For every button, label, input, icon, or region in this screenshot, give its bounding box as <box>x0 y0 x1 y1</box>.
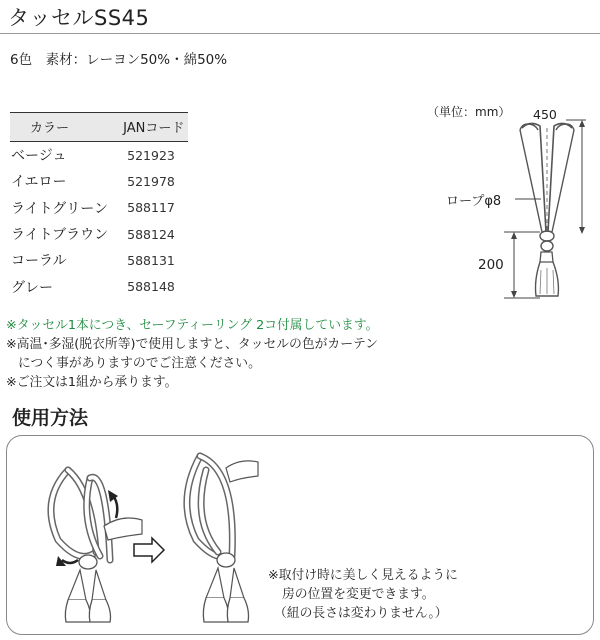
tassel-length-dimension: 200 <box>478 257 504 273</box>
usage-note-line: ※取付け時に美しく見えるように <box>268 568 458 583</box>
usage-section-title: 使用方法 <box>12 407 89 429</box>
jan-code: 588148 <box>127 279 175 295</box>
jan-code: 521978 <box>127 173 175 189</box>
rope-label: ロープφ8 <box>446 194 502 209</box>
unit-label: （単位：mm） <box>427 105 511 119</box>
color-name: イエロー <box>11 174 67 191</box>
page-title: タッセルSS45 <box>8 6 150 30</box>
order-note: ※ご注文は1組から承ります。 <box>6 375 178 390</box>
humidity-warning-line1: ※高温･多湿(脱衣所等)で使用しますと、タッセルの色がカーテン <box>6 337 378 352</box>
usage-note-line: （紐の長さは変わりません。） <box>274 606 448 621</box>
color-name: ライトブラウン <box>11 227 109 244</box>
column-header-color: カラー <box>10 113 113 142</box>
jan-code: 588124 <box>127 226 175 242</box>
column-header-jan: JANコード <box>113 113 188 142</box>
usage-note <box>268 566 458 623</box>
spec-text: 6色 素材：レーヨン50%・綿50% <box>10 52 228 68</box>
safety-ring-note: ※タッセル1本につき、セーフティーリング 2コ付属しています。 <box>6 318 379 333</box>
usage-note-line: 房の位置を変更できます。 <box>282 587 435 602</box>
color-name: ライトグリーン <box>11 200 109 217</box>
humidity-warning-line2: につく事がありますのでご注意ください。 <box>18 356 261 371</box>
color-name: ベージュ <box>11 148 67 165</box>
jan-code: 521923 <box>127 147 175 163</box>
color-name: コーラル <box>11 253 67 270</box>
length-dimension: 450 <box>533 107 557 122</box>
jan-code: 588117 <box>127 200 175 216</box>
jan-code: 588131 <box>127 252 175 268</box>
color-name: グレー <box>11 279 53 296</box>
